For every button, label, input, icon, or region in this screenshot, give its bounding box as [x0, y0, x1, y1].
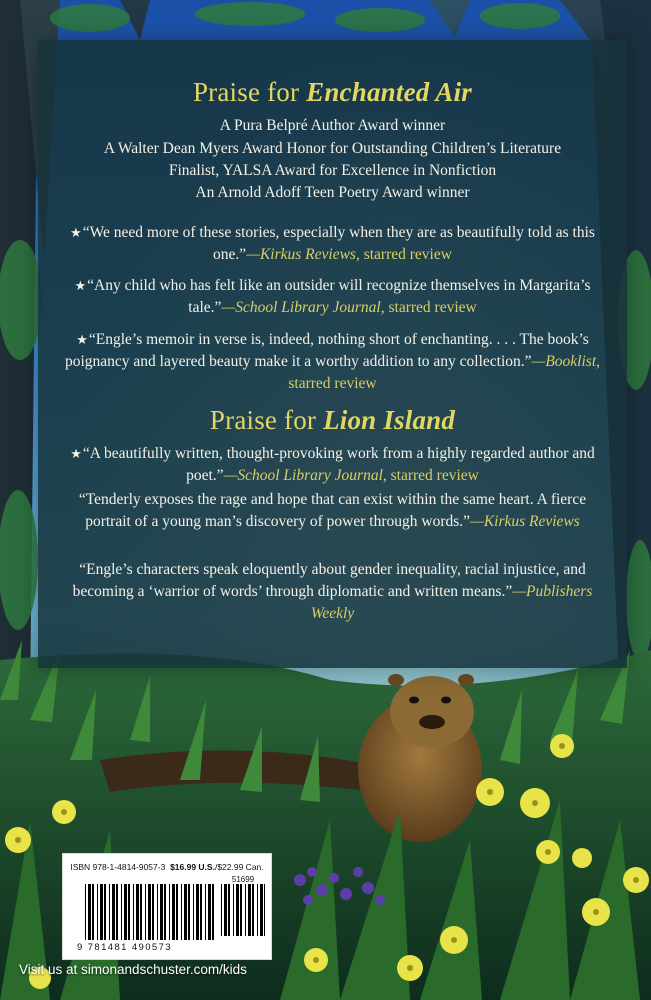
award-line: A Walter Dean Myers Award Honor for Outstanding Children’s Literature [103, 140, 562, 157]
heading-lion-island [38, 404, 627, 436]
book-title: Lion Island [323, 405, 456, 435]
review-slj-lion [56, 443, 609, 487]
supplement-barcode-icon [221, 884, 265, 936]
ean-digits: 9 781481 490573 [77, 942, 172, 953]
star-icon: ★ [70, 225, 82, 240]
isbn-price-line [63, 862, 271, 872]
review-source: —Kirkus Reviews, [246, 246, 360, 263]
review-quote: “Engle’s memoir in verse is, indeed, nothing short of enchanting. . . . The book’s poignancy and layered beauty make it a worthy addition to any collection.” [64, 331, 589, 370]
barcode-icon [85, 884, 215, 944]
price-us: $16.99 U.S. [170, 862, 215, 872]
award-line: A Pura Belpré Author Award winner [219, 117, 446, 134]
star-icon: ★ [74, 278, 87, 293]
review-quote: “Any child who has felt like an outsider will recognize themselves in Margarita’s tale.” [87, 277, 591, 316]
award-line: Finalist, YALSA Award for Excellence in Nonfiction [168, 162, 497, 179]
review-source: —Publishers Weekly [310, 583, 593, 622]
review-kirkus-lion [56, 489, 609, 533]
heading-prefix: Praise for [209, 405, 324, 435]
review-quote: “Engle’s characters speak eloquently about gender inequality, racial injustice, and becoming a ‘warrior of words’ through diplomatic and written means.” [72, 561, 586, 600]
isbn-number: ISBN 978-1-4814-9057-3 [70, 862, 166, 872]
review-booklist [56, 329, 609, 395]
review-source: —Booklist, [531, 353, 601, 370]
supplement-number: 51699 [231, 875, 255, 884]
review-quote: “Tenderly exposes the rage and hope that can exist within the same heart. A fierce portrait of a young man’s discovery of power through words.” [78, 491, 587, 530]
review-pw-lion [56, 559, 609, 625]
review-source: —Kirkus Reviews [470, 513, 580, 530]
praise-panel-content [38, 40, 627, 668]
review-quote: “We need more of these stories, especially when they are as beautifully told as this one.” [82, 224, 595, 263]
review-quote: “A beautifully written, thought-provoking work from a highly regarded author and poet.” [82, 445, 595, 484]
review-source: —School Library Journal, [221, 299, 385, 316]
review-note: starred review [359, 246, 452, 263]
award-line: An Arnold Adoff Teen Poetry Award winner [195, 184, 470, 201]
praise-panel [38, 40, 627, 668]
publisher-url: Visit us at simonandschuster.com/kids [19, 962, 247, 977]
review-kirkus [56, 222, 609, 266]
review-note: starred review [288, 375, 377, 392]
review-note: starred review [384, 299, 477, 316]
heading-enchanted-air [38, 76, 627, 108]
heading-prefix: Praise for [192, 77, 307, 107]
isbn-barcode-box [62, 853, 272, 960]
book-title: Enchanted Air [306, 77, 473, 107]
review-slj [56, 275, 609, 319]
review-source: —School Library Journal, [223, 467, 387, 484]
review-note: starred review [386, 467, 479, 484]
star-icon: ★ [76, 332, 88, 347]
star-icon: ★ [70, 446, 82, 461]
price-can: /$22.99 Can. [214, 862, 264, 872]
